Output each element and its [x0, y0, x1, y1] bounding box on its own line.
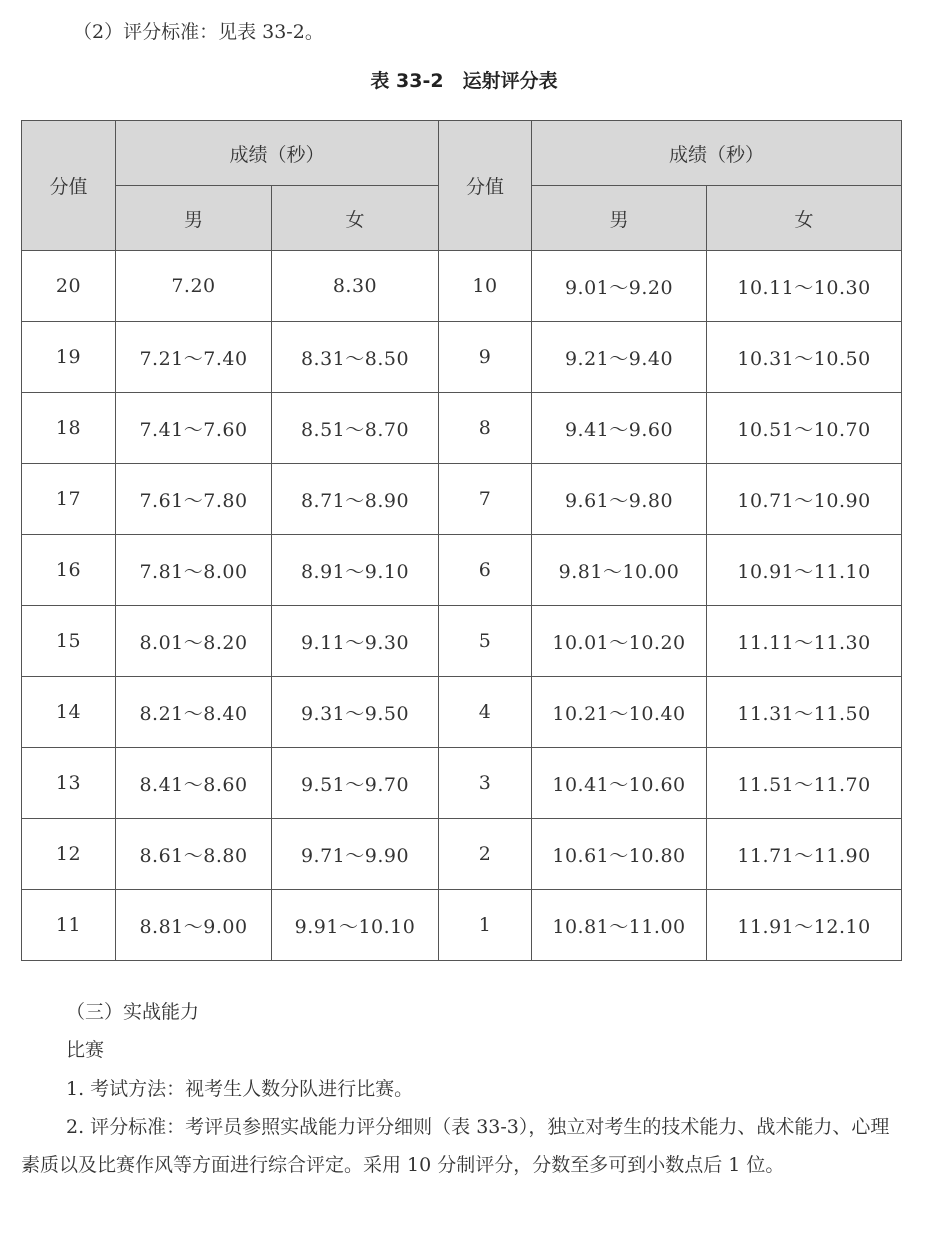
- section-heading: （三）实战能力: [66, 1001, 200, 1023]
- female-time-cell: 9.31～9.50: [272, 677, 439, 748]
- male-time-cell: 8.01～8.20: [116, 606, 272, 677]
- score-cell: 17: [22, 464, 116, 535]
- score-cell: 19: [22, 322, 116, 393]
- male-time-cell: 10.01～10.20: [532, 606, 707, 677]
- score-cell: 6: [439, 535, 532, 606]
- score-header-right: 分值: [439, 121, 532, 251]
- score-cell: 14: [22, 677, 116, 748]
- table-row: [22, 393, 902, 464]
- female-time-cell: 11.11～11.30: [707, 606, 902, 677]
- score-cell: 12: [22, 819, 116, 890]
- table-header-row: [22, 121, 902, 186]
- male-time-cell: 8.21～8.40: [116, 677, 272, 748]
- male-time-cell: 10.81～11.00: [532, 890, 707, 961]
- male-time-cell: 7.20: [116, 251, 272, 322]
- female-time-cell: 8.30: [272, 251, 439, 322]
- table-row: [22, 251, 902, 322]
- score-cell: 9: [439, 322, 532, 393]
- score-cell: 18: [22, 393, 116, 464]
- score-cell: 2: [439, 819, 532, 890]
- male-time-cell: 9.61～9.80: [532, 464, 707, 535]
- female-time-cell: 11.31～11.50: [707, 677, 902, 748]
- female-time-cell: 10.11～10.30: [707, 251, 902, 322]
- female-time-cell: 9.91～10.10: [272, 890, 439, 961]
- female-time-cell: 11.51～11.70: [707, 748, 902, 819]
- score-cell: 10: [439, 251, 532, 322]
- table-row: [22, 819, 902, 890]
- table-caption: 表 33-2 运射评分表: [370, 70, 558, 92]
- male-time-cell: 8.61～8.80: [116, 819, 272, 890]
- table-row: [22, 606, 902, 677]
- male-time-cell: 10.21～10.40: [532, 677, 707, 748]
- female-time-cell: 9.51～9.70: [272, 748, 439, 819]
- table-row: [22, 322, 902, 393]
- score-cell: 4: [439, 677, 532, 748]
- result-header-right: 成绩（秒）: [532, 121, 902, 186]
- table-row: [22, 535, 902, 606]
- male-time-cell: 9.01～9.20: [532, 251, 707, 322]
- female-time-cell: 8.31～8.50: [272, 322, 439, 393]
- intro-text: （2）评分标准：见表 33-2。: [73, 21, 324, 43]
- male-header-right: 男: [532, 186, 707, 251]
- male-time-cell: 10.41～10.60: [532, 748, 707, 819]
- score-cell: 7: [439, 464, 532, 535]
- female-header-right: 女: [707, 186, 902, 251]
- female-time-cell: 11.71～11.90: [707, 819, 902, 890]
- score-cell: 1: [439, 890, 532, 961]
- female-time-cell: 9.11～9.30: [272, 606, 439, 677]
- score-cell: 3: [439, 748, 532, 819]
- male-time-cell: 8.41～8.60: [116, 748, 272, 819]
- female-time-cell: 11.91～12.10: [707, 890, 902, 961]
- female-time-cell: 8.51～8.70: [272, 393, 439, 464]
- male-time-cell: 7.61～7.80: [116, 464, 272, 535]
- male-time-cell: 10.61～10.80: [532, 819, 707, 890]
- male-time-cell: 7.81～8.00: [116, 535, 272, 606]
- female-time-cell: 9.71～9.90: [272, 819, 439, 890]
- score-cell: 16: [22, 535, 116, 606]
- male-time-cell: 7.21～7.40: [116, 322, 272, 393]
- male-time-cell: 9.81～10.00: [532, 535, 707, 606]
- male-time-cell: 9.41～9.60: [532, 393, 707, 464]
- result-header-left: 成绩（秒）: [116, 121, 439, 186]
- score-cell: 20: [22, 251, 116, 322]
- table-row: [22, 677, 902, 748]
- male-time-cell: 8.81～9.00: [116, 890, 272, 961]
- male-header-left: 男: [116, 186, 272, 251]
- score-cell: 15: [22, 606, 116, 677]
- female-time-cell: 10.51～10.70: [707, 393, 902, 464]
- score-header-left: 分值: [22, 121, 116, 251]
- method-paragraph: 1. 考试方法：视考生人数分队进行比赛。: [66, 1078, 414, 1100]
- table-row: [22, 464, 902, 535]
- scoring-table: [21, 120, 902, 961]
- score-cell: 13: [22, 748, 116, 819]
- female-time-cell: 10.71～10.90: [707, 464, 902, 535]
- table-row: [22, 890, 902, 961]
- female-time-cell: 8.71～8.90: [272, 464, 439, 535]
- female-time-cell: 8.91～9.10: [272, 535, 439, 606]
- criteria-paragraph: 2. 评分标准：考评员参照实战能力评分细则（表 33-3），独立对考生的技术能力、战术能力、心理素质以及比赛作风等方面进行综合评定。采用 10 分制评分，分数至多可到小数点后 1 位。: [21, 1116, 890, 1176]
- section-subheading: 比赛: [66, 1039, 105, 1061]
- score-cell: 8: [439, 393, 532, 464]
- table-row: [22, 748, 902, 819]
- score-cell: 11: [22, 890, 116, 961]
- female-header-left: 女: [272, 186, 439, 251]
- female-time-cell: 10.91～11.10: [707, 535, 902, 606]
- male-time-cell: 7.41～7.60: [116, 393, 272, 464]
- score-cell: 5: [439, 606, 532, 677]
- male-time-cell: 9.21～9.40: [532, 322, 707, 393]
- female-time-cell: 10.31～10.50: [707, 322, 902, 393]
